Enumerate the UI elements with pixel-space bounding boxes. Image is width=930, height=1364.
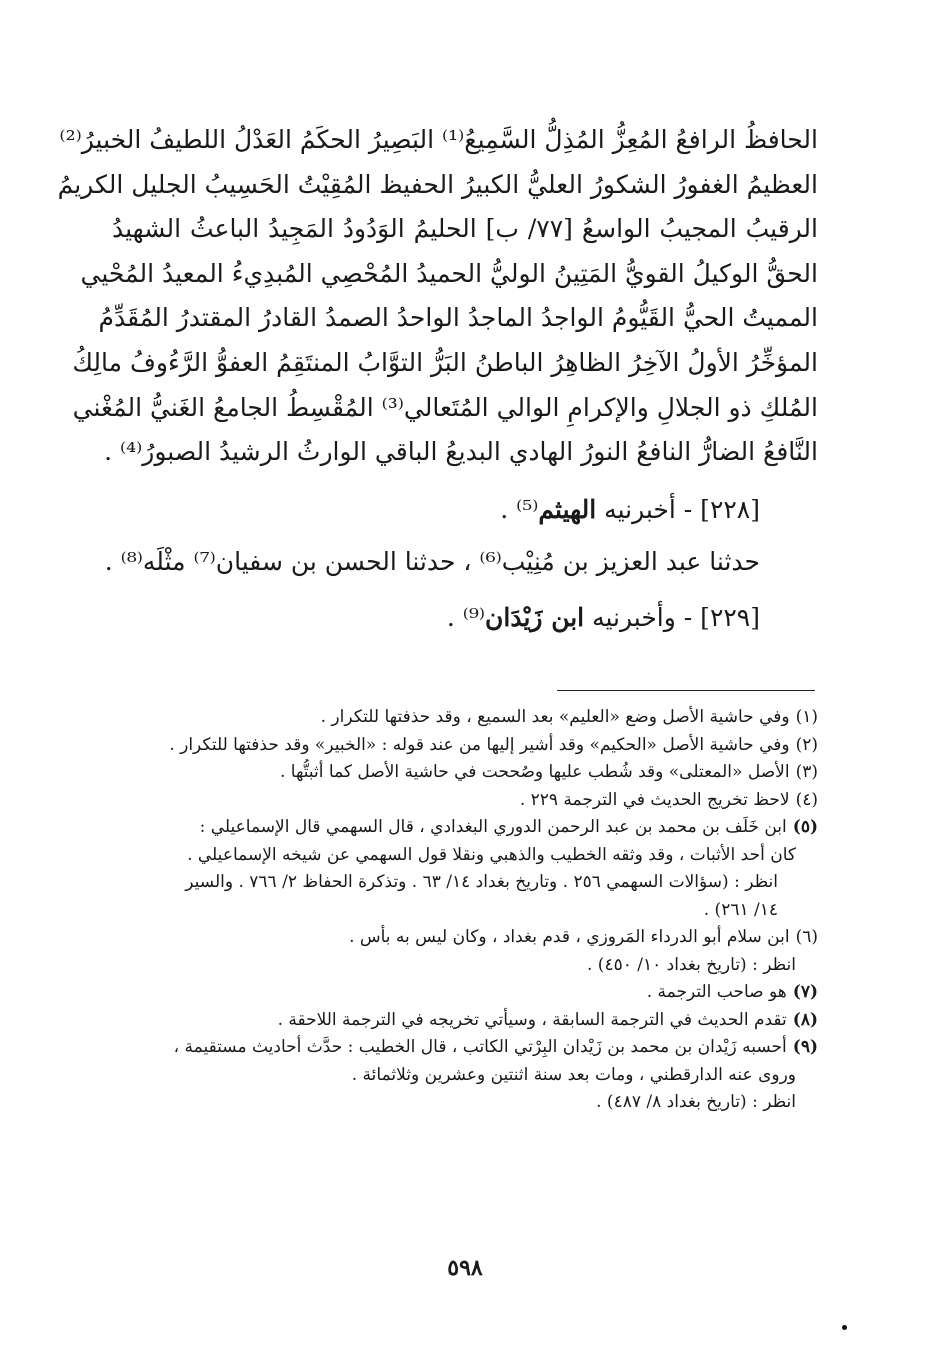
main-text-line: المؤخِّرُ الأولُ الآخِرُ الظاهِرُ الباطنُ البَرُّ التوَّابُ المنتَقِمُ العفوُّ الرَّءُوفُ مالِكُ [72, 347, 818, 377]
footnote-number: (٧) [792, 982, 818, 1002]
footnote-line [112, 759, 818, 787]
footnote-text: تقدم الحديث في الترجمة السابقة ، وسيأتي تخريجه في الترجمة اللاحقة . [277, 1009, 787, 1030]
entry-suffix: ⁽⁹⁾ . [446, 603, 486, 632]
footnote-number: (٥) [792, 817, 818, 837]
footnote-line [112, 1034, 818, 1062]
footnotes-list [112, 704, 818, 1117]
scan-speck [842, 1325, 847, 1330]
footnote-text: انظر : (سؤالات السهمي ٢٥٦ . وتاريخ بغداد ١٤/ ٦٣ . وتذكرة الحفاظ ٢/ ٧٦٦ . والسير [185, 872, 778, 892]
narrator-name: ابن زَيْدَان [485, 603, 585, 632]
footnote-item [112, 924, 818, 979]
footnote-text: ١٤/ ٢٦١) . [703, 899, 778, 920]
footnote-line [112, 1089, 818, 1117]
footnote-item [112, 814, 818, 924]
page-number: ٥٩٨ [447, 1255, 483, 1281]
footnote-item [112, 732, 818, 760]
entry-number: [٢٢٨] [700, 495, 760, 524]
footnote-text: هو صاحب الترجمة . [646, 982, 787, 1002]
hadith-entry-229 [447, 598, 760, 638]
footnote-text: أحسبه زَيْدان بن محمد بن زَيْدان البِرْتي الكاتب ، قال الخطيب : حدَّث أحاديث مستقيمة ، [173, 1037, 787, 1057]
footnote-text: ابن سلام أبو الدرداء المَروزي ، قدم بغداد ، وكان ليس به بأس . [349, 927, 790, 947]
entry-prefix: - أخبرنيه [604, 495, 693, 524]
main-text-line: الحافظُ الرافعُ المُعِزُّ المُذِلُّ السَّمِيعُ⁽¹⁾ البَصِيرُ الحكَمُ العَدْلُ اللطيفُ الخبيرُ⁽²⁾ [59, 125, 818, 154]
footnote-line [112, 952, 818, 980]
footnote-line [112, 1062, 818, 1090]
footnote-item [112, 1007, 818, 1035]
main-text-line: الرقيبُ المجيبُ الواسعُ [٧٧/ ب] الحليمُ الوَدُودُ المَجِيدُ الباعثُ الشهيدُ [112, 214, 818, 244]
main-text-line: النَّافعُ الضارُّ النافعُ النورُ الهادي البديعُ الباقي الوارثُ الرشيدُ الصبورُ⁽⁴⁾ . [104, 437, 818, 467]
footnote-item [112, 759, 818, 787]
footnote-line [112, 732, 818, 760]
entry-number: [٢٢٩] [700, 603, 760, 632]
main-text-line: المُلكِ ذو الجلالِ والإكرامِ الوالي المُتَعالي⁽³⁾ المُقْسِطُ الجامعُ الغَنيُّ المُغْني [72, 392, 818, 422]
footnote-item [112, 704, 818, 732]
footnote-number: (٩) [792, 1037, 818, 1057]
footnote-number: (٦) [795, 927, 818, 947]
footnote-line [112, 704, 818, 732]
footnote-line [112, 897, 818, 925]
footnote-line [112, 924, 818, 952]
entry-suffix: ⁽⁵⁾ . [500, 495, 539, 524]
footnote-text: انظر : (تاريخ بغداد ١٠/ ٤٥٠) . [587, 954, 796, 975]
footnote-text: ابن خَلَف بن محمد بن عبد الرحمن الدوري البغدادي ، قال السهمي قال الإسماعيلي : [199, 817, 787, 837]
footnote-line [112, 787, 818, 815]
footnote-item [112, 1034, 818, 1117]
footnote-number: (١) [795, 707, 818, 727]
footnote-divider [557, 690, 815, 691]
footnote-text: وفي حاشية الأصل «الحكيم» وقد أشير إليها من عند قوله : «الخبير» وقد حذفتها للتكرار . [169, 734, 790, 755]
footnote-number: (٨) [792, 1009, 818, 1030]
footnote-text: وفي حاشية الأصل وضع «العليم» بعد السميع ، وقد حذفتها للتكرار . [320, 707, 790, 727]
main-text-block [57, 118, 818, 475]
footnote-text: الأصل «المعتلى» وقد شُطب عليها وصُححت في حاشية الأصل كما أثبتُّها . [279, 762, 790, 782]
entry-prefix: - وأخبرنيه [592, 603, 693, 632]
footnote-line [112, 979, 818, 1007]
footnote-number: (٤) [795, 789, 818, 810]
isnad-chain: حدثنا عبد العزيز بن مُنِيْب⁽⁶⁾ ، حدثنا الحسن بن سفيان⁽⁷⁾ مثْلَه⁽⁸⁾ . [104, 547, 760, 576]
footnote-text: لاحظ تخريج الحديث في الترجمة ٢٢٩ . [519, 789, 790, 810]
main-text-line: العظيمُ الغفورُ الشكورُ العليُّ الكبيرُ الحفيظ المُقِيْتُ الحَسِيبُ الجليل الكريمُ [57, 169, 818, 199]
footnote-number: (٢) [795, 734, 818, 755]
footnote-line [112, 814, 818, 842]
footnote-line [112, 1007, 818, 1035]
main-text-line: المميتُ الحيُّ القَيُّومُ الواجدُ الماجدُ الواحدُ الصمدُ القادرُ المقتدرُ المُقَدِّمُ [98, 303, 818, 333]
footnote-line [112, 869, 818, 897]
main-text-line: الحقُّ الوكيلُ القويُّ المَتِينُ الوليُّ الحميدُ المُحْصِي المُبدِيءُ المعيدُ المُحْيي [80, 258, 818, 288]
footnote-number: (٣) [795, 762, 818, 782]
footnote-item [112, 979, 818, 1007]
footnote-text: كان أحد الأثبات ، وقد وثقه الخطيب والذهبي ونقلا قول السهمي عن شيخه الإسماعيلي . [187, 844, 796, 865]
footnote-line [112, 842, 818, 870]
footnote-item [112, 787, 818, 815]
narrator-name: الهيثم [538, 495, 597, 524]
footnote-text: انظر : (تاريخ بغداد ٨/ ٤٨٧) . [596, 1092, 796, 1112]
footnote-text: وروى عنه الدارقطني ، ومات بعد سنة اثنتين وعشرين وثلاثمائة . [351, 1064, 796, 1085]
hadith-entry-228 [500, 490, 760, 530]
